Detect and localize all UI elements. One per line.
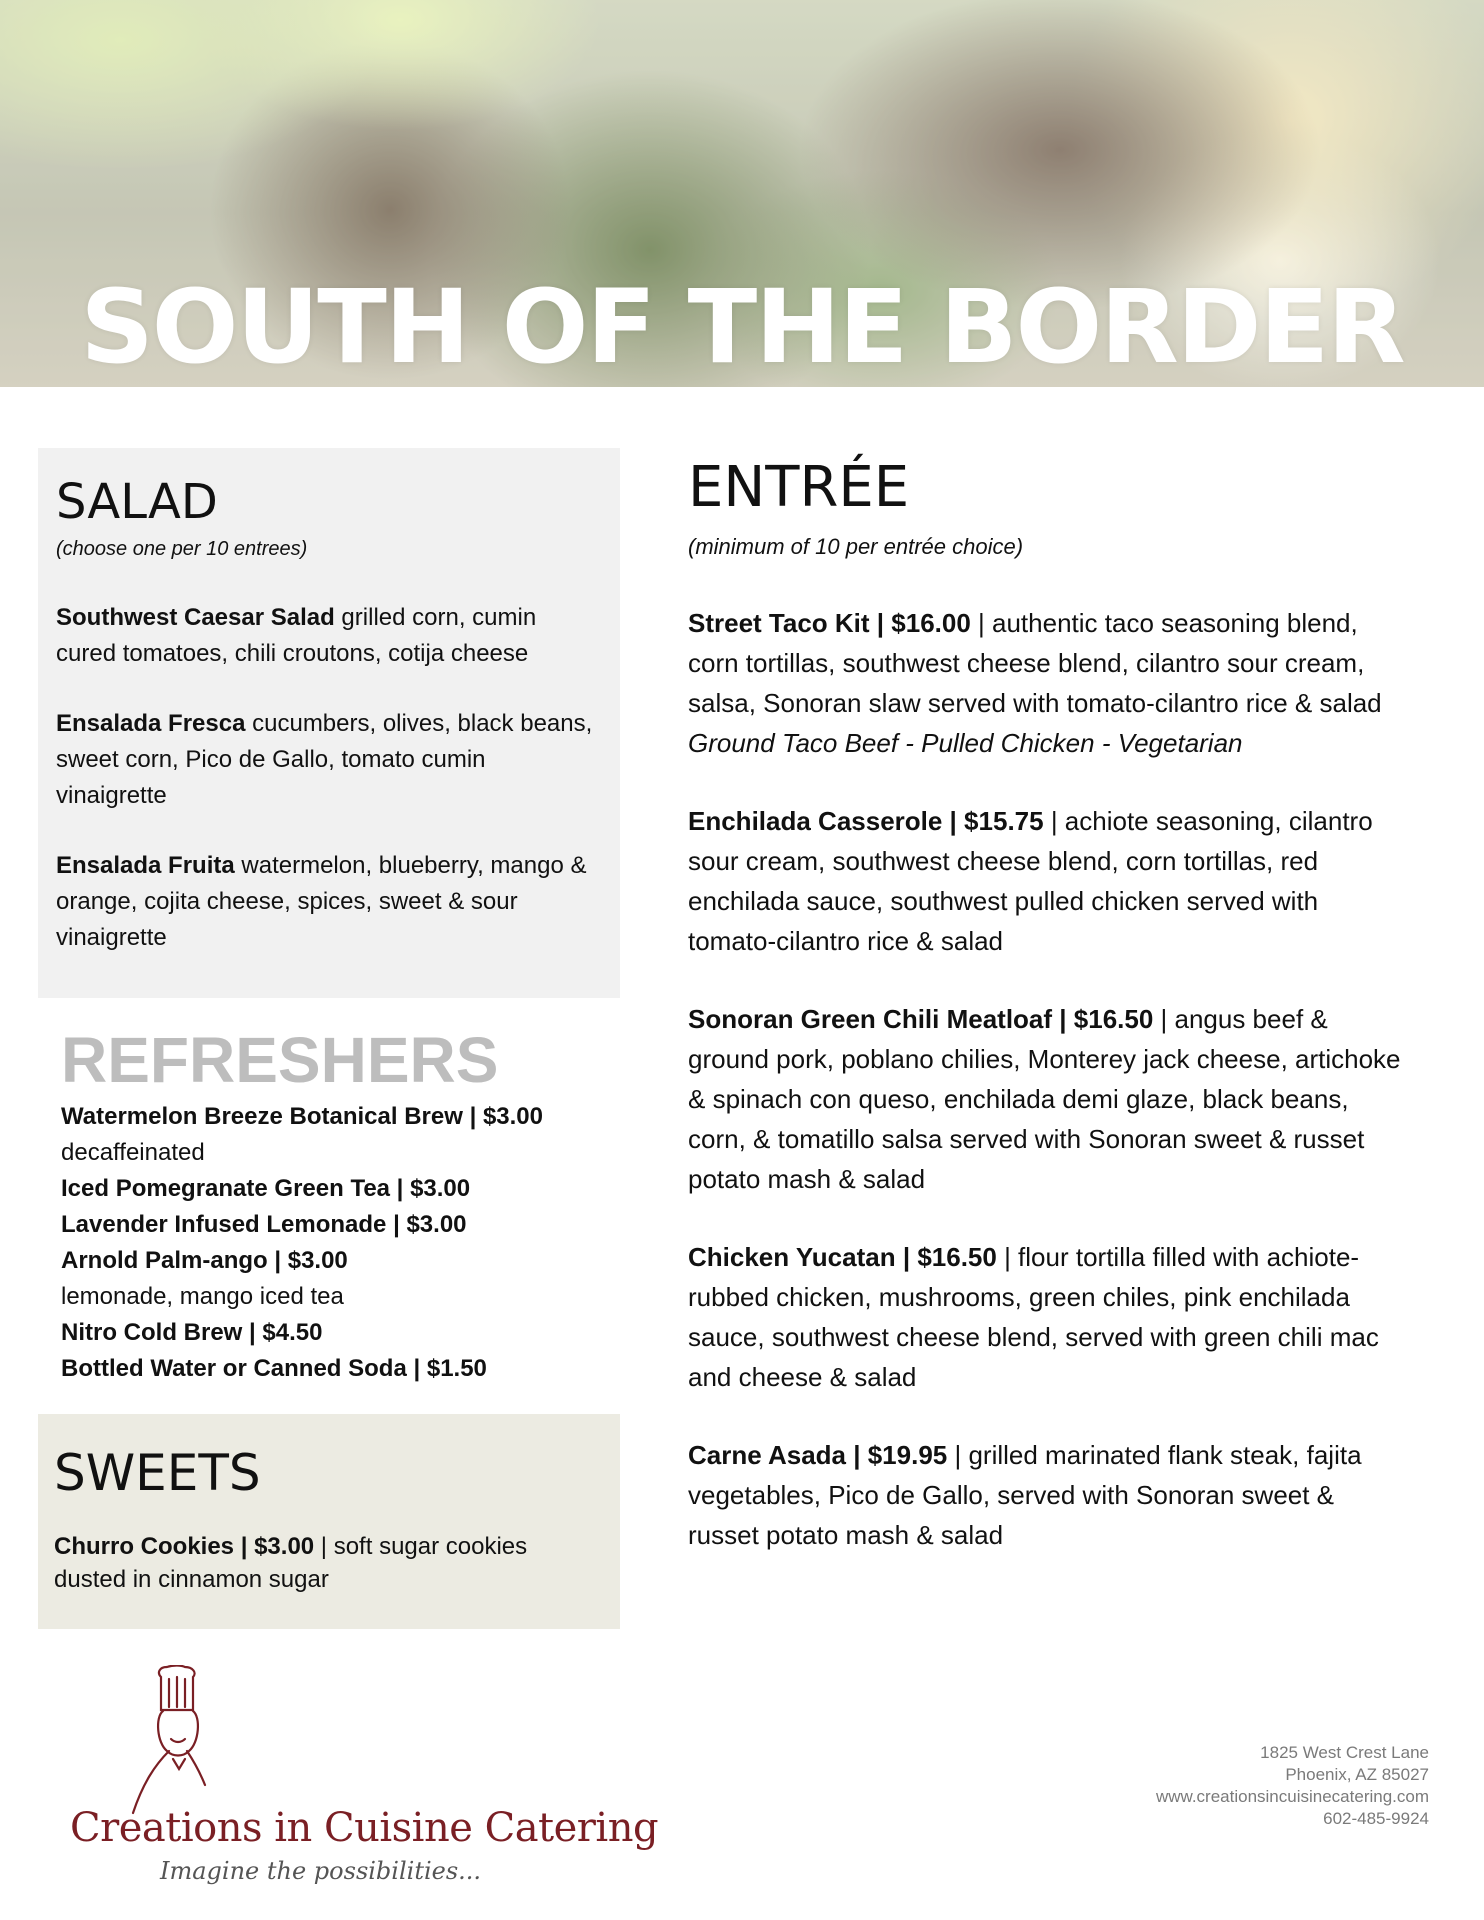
entree-item-options: Ground Taco Beef - Pulled Chicken - Vegetarian [688,728,1243,758]
entree-item-name: Street Taco Kit | $16.00 [688,608,971,638]
website-link[interactable]: www.creationsincuisinecatering.com [1155,1787,1429,1806]
entree-item [688,1435,1408,1555]
entree-item [688,1237,1408,1397]
refreshers-section [61,1025,621,1387]
salad-item [56,706,602,814]
entree-item-name: Sonoran Green Chili Meatloaf | $16.50 [688,1004,1154,1034]
logo-tagline: Imagine the possibilities... [160,1857,482,1885]
sweets-item-desc: | soft sugar cookies dusted in cinnamon sugar [54,1533,528,1593]
refresher-note: lemonade, mango iced tea [61,1283,344,1310]
sweets-title: SWEETS [54,1444,261,1502]
refreshers-title: REFRESHERS [61,1024,499,1096]
refresher-line: Nitro Cold Brew | $4.50 [61,1319,323,1346]
entree-section [688,455,1408,1555]
salad-section [38,448,620,998]
salad-item-name: Ensalada Fresca [56,710,246,737]
address-street: 1825 West Crest Lane [1260,1743,1429,1762]
entree-item-desc: | flour tortilla filled with achiote-rubbed chicken, mushrooms, green chiles, pink enchilada sauce, southwest cheese blend, served with green chili mac and cheese & salad [688,1242,1379,1392]
company-logo [60,1665,659,1890]
salad-item-desc: cucumbers, olives, black beans, sweet corn, Pico de Gallo, tomato cumin vinaigrette [56,710,593,809]
salad-item-name: Southwest Caesar Salad [56,604,335,631]
sweets-item-name: Churro Cookies | $3.00 [54,1533,315,1560]
entree-item-desc: | angus beef & ground pork, poblano chilies, Monterey jack cheese, artichoke & spinach con queso, enchilada demi glaze, black beans, corn, & tomatillo salsa served with Sonoran sweet & russet potato mash & salad [688,1004,1401,1194]
refresher-line: Bottled Water or Canned Soda | $1.50 [61,1355,487,1382]
entree-item-desc: | achiote seasoning, cilantro sour cream, southwest cheese blend, corn tortillas, red enchilada sauce, southwest pulled chicken served with tomato-cilantro rice & salad [688,806,1373,956]
entree-item-name: Chicken Yucatan | $16.50 [688,1242,997,1272]
salad-title: SALAD [56,474,218,530]
entree-note: (minimum of 10 per entrée choice) [688,534,1024,559]
salad-item-desc: grilled corn, cumin cured tomatoes, chili croutons, cotija cheese [56,604,537,667]
hero-banner [0,0,1484,387]
entree-item-name: Enchilada Casserole | $15.75 [688,806,1044,836]
entree-item [688,603,1408,763]
hero-title: SOUTH OF THE BORDER [80,268,1404,387]
refresher-line: Lavender Infused Lemonade | $3.00 [61,1211,467,1238]
salad-item [56,600,602,672]
refresher-line: Watermelon Breeze Botanical Brew | $3.00 [61,1103,544,1130]
contact-block [1156,1742,1429,1830]
sweets-item [54,1530,604,1596]
refresher-line: Arnold Palm-ango | $3.00 [61,1247,348,1274]
salad-item-name: Ensalada Fruita [56,852,235,879]
refresher-line: Iced Pomegranate Green Tea | $3.00 [61,1175,471,1202]
address-city: Phoenix, AZ 85027 [1285,1765,1429,1784]
entree-item-name: Carne Asada | $19.95 [688,1440,948,1470]
logo-name: Creations in Cuisine Catering [70,1805,659,1851]
salad-note: (choose one per 10 entrees) [56,538,308,560]
salad-item [56,848,602,956]
entree-item [688,801,1408,961]
sweets-section [38,1414,620,1629]
chef-icon [115,1665,235,1815]
entree-title: ENTRÉE [688,455,910,520]
entree-item-desc: | authentic taco seasoning blend, corn tortillas, southwest cheese blend, cilantro sour cream, salsa, Sonoran slaw served with tomato-cilantro rice & salad [688,608,1382,718]
refresher-note: decaffeinated [61,1139,205,1166]
entree-item-desc: | grilled marinated flank steak, fajita vegetables, Pico de Gallo, served with Sonoran sweet & russet potato mash & salad [688,1440,1362,1550]
entree-item [688,999,1408,1199]
phone-number[interactable]: 602-485-9924 [1323,1809,1429,1828]
salad-item-desc: watermelon, blueberry, mango & orange, cojita cheese, spices, sweet & sour vinaigrette [56,852,587,951]
